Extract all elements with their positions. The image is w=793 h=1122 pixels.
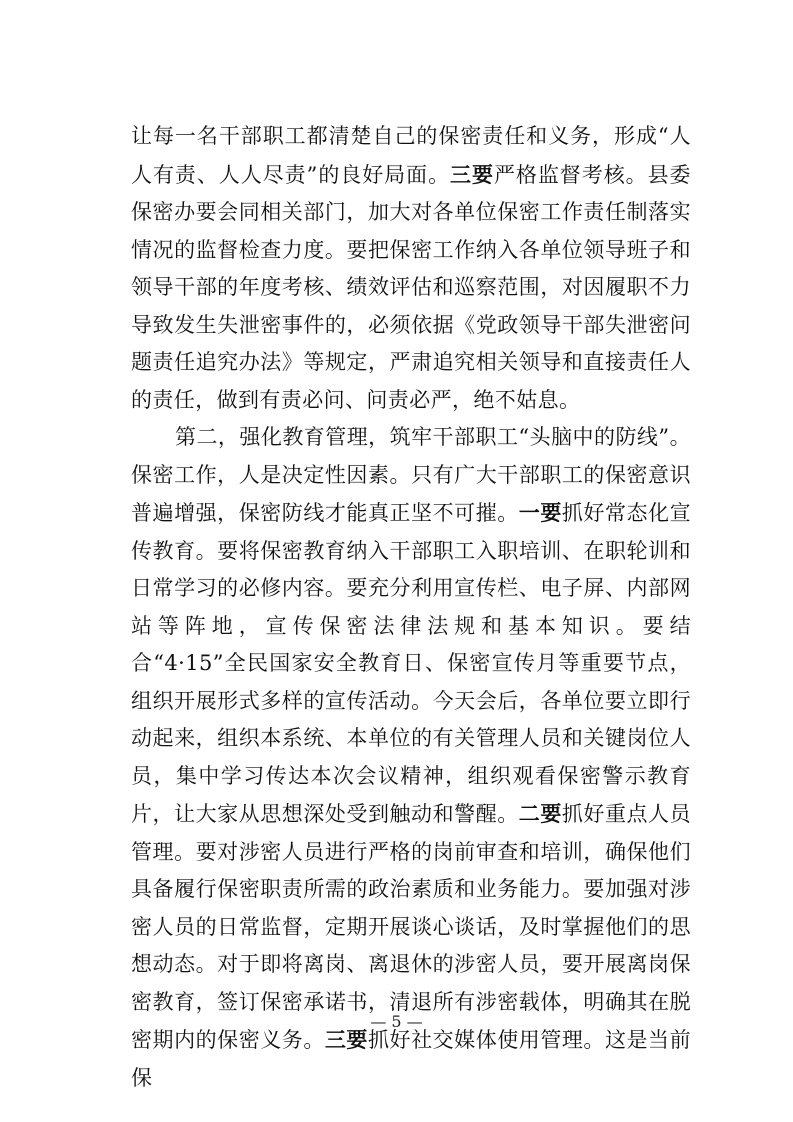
text-segment: 抓好社交媒体使用管理。这是当前保 (131, 1028, 691, 1090)
text-segment: 第二，强化教育管理，筑牢干部职工“头脑中的防线”。保密工作，人是决定性因素。只有广大干部职工的保密意识普遍增强，保密防线才能真正坚不可摧。 (131, 425, 691, 525)
page-number: — 5 — (370, 1012, 423, 1031)
text-segment: 严格监督考核。县委保密办要会同相关部门，加大对各单位保密工作责任制落实情况的监督检查力度。要把保密工作纳入各单位领导班子和领导干部的年度考核、绩效评估和巡察范围，对因履职不力导致发生失泄密事件的，必须依据《党政领导干部失泄密问题责任追究办法》等规定，严肃追究相关领导和直接责任人的责任，做到有责必问、问责必严，绝不姑息。 (131, 162, 691, 412)
text-segment: 抓好重点人员管理。要对涉密人员进行严格的岗前审查和培训，确保他们具备履行保密职责所需的政治素质和业务能力。要加强对涉密人员的日常监督，定期开展谈心谈话，及时掌握他们的思想动态。对于即将离岗、离退休的涉密人员，要开展离岗保密教育，签订保密承诺书，清退所有涉密载体，明确其在脱密期内的保密义务。 (131, 802, 691, 1052)
bold-keyword: 一要 (518, 500, 562, 525)
bold-keyword: 三要 (450, 161, 494, 187)
document-body (131, 118, 691, 1097)
bold-keyword: 二要 (518, 801, 562, 826)
paragraph-2 (131, 419, 691, 1097)
bold-keyword: 三要 (324, 1027, 368, 1052)
text-segment: 让每一名干部职工都清楚自己的保密责任和义务，形成“人人有责、人人尽责”的良好局面。 (131, 124, 691, 187)
paragraph-1 (131, 118, 691, 419)
text-segment: 抓好常态化宣传教育。要将保密教育纳入干部职工入职培训、在职轮训和日常学习的必修内容。要充分利用宣传栏、电子屏、内部网站等阵地，宣传保密法律法规和基本知识。要结合“4·15”全民国家安全教育日、保密宣传月等重要节点，组织开展形式多样的宣传活动。今天会后，各单位要立即行动起来，组织本系统、本单位的有关管理人员和关键岗位人员，集中学习传达本次会议精神，组织观看保密警示教育片，让大家从思想深处受到触动和警醒。 (131, 501, 691, 826)
